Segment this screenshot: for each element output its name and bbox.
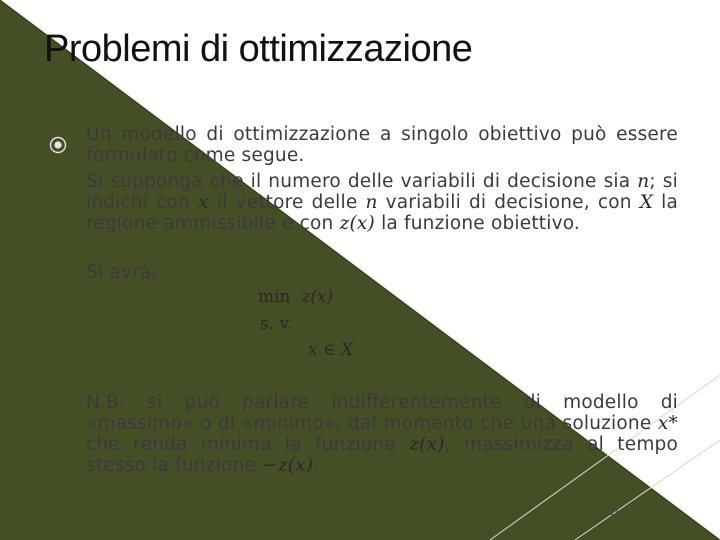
lead-in-text: Si avrà, <box>86 262 158 283</box>
formula-constraint: x ∈ X <box>308 340 354 360</box>
page-number: 11 <box>609 507 620 518</box>
math-xstar: x* <box>657 413 678 434</box>
formula-objective: min z(x) <box>258 287 334 307</box>
slide-title: Problemi di ottimizzazione <box>44 28 473 70</box>
definition-paragraph: Si supponga che il numero delle variabili di decisione sia n; si indichi con x il vettore delle n variabili di decisione, con X la regione ammissibile e con z(x) la funzione obiettivo. <box>86 171 678 234</box>
math-neg-zx: −z(x) <box>262 455 314 476</box>
math-zx: z(x) <box>339 213 375 234</box>
note-paragraph: N.B. si può parlare indifferentemente di modello di «massimo» o di «minimo», dal momento che una soluzione x* che renda minima la funzione z(x), massimizza al tempo stesso la funzione −z(x). <box>86 392 678 476</box>
math-X: X <box>639 192 654 213</box>
math-n: n <box>637 171 650 192</box>
circle-dot-icon <box>49 136 67 154</box>
math-x: x <box>198 192 209 213</box>
math-n: n <box>365 192 378 213</box>
intro-paragraph: Un modello di ottimizzazione a singolo obiettivo può essere formulato come segue. <box>86 124 678 166</box>
math-zx: z(x) <box>409 434 445 455</box>
formula-subject-to: s. v. <box>260 314 293 334</box>
